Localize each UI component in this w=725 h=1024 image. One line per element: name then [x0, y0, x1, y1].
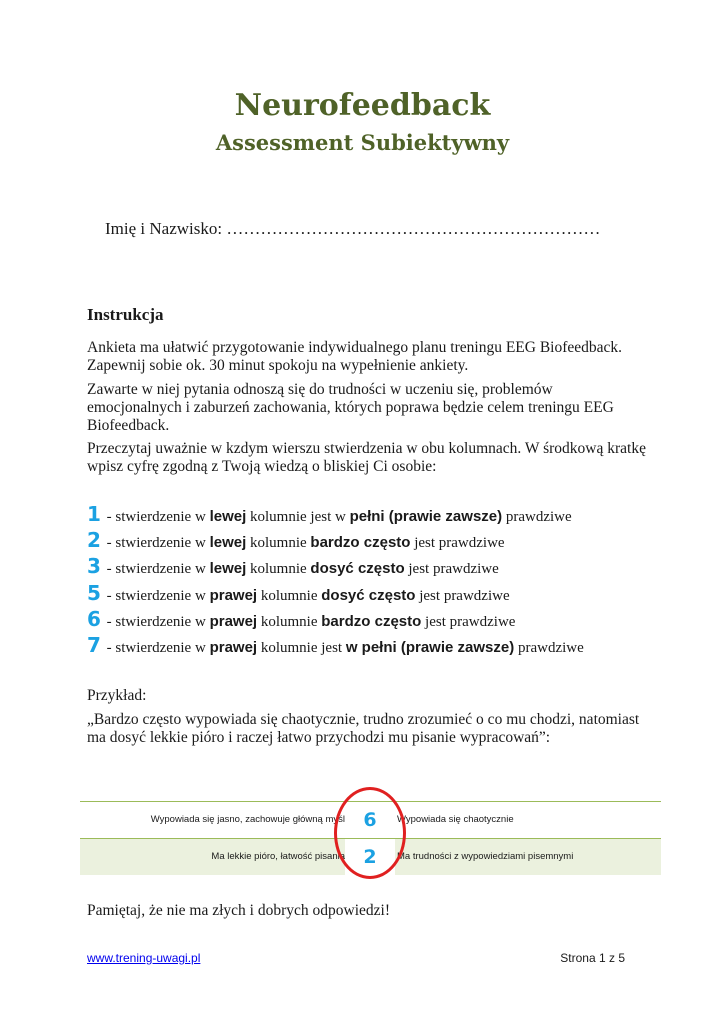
- right-statement: Ma trudności z wypowiedziami pisemnymi: [397, 851, 574, 862]
- scale-item: 7 - stwierdzenie w prawej kolumnie jest w pełni (prawie zawsze) prawdziwe: [87, 633, 584, 657]
- scale-item: 3 - stwierdzenie w lewej kolumnie dosyć często jest prawdziwe: [87, 554, 499, 578]
- page-number: Strona 1 z 5: [560, 951, 625, 965]
- scale-item: 5 - stwierdzenie w prawej kolumnie dosyć często jest prawdziwe: [87, 581, 510, 605]
- name-field-line: Imię i Nazwisko: …………………………………………………………: [105, 219, 601, 238]
- instructions-paragraph: Przeczytaj uważnie w kzdym wierszu stwierdzenia w obu kolumnach. W środkową kratkę wpisz cyfrę zgodną z Twoją wiedzą o bliskiej Ci osobie:: [87, 440, 646, 475]
- scale-number: 2: [87, 528, 101, 552]
- answer-box[interactable]: 2: [345, 839, 395, 875]
- footer-website-link[interactable]: www.trening-uwagi.pl: [87, 951, 201, 965]
- answer-box[interactable]: 6: [345, 802, 395, 838]
- scale-number: 5: [87, 581, 101, 605]
- example-label: Przykład:: [87, 687, 147, 704]
- scale-number: 3: [87, 554, 101, 578]
- scale-item: 6 - stwierdzenie w prawej kolumnie bardzo często jest prawdziwe: [87, 607, 516, 631]
- scale-number: 1: [87, 502, 101, 526]
- scale-item: 1 - stwierdzenie w lewej kolumnie jest w pełni (prawie zawsze) prawdziwe: [87, 502, 572, 526]
- highlight-circle: [334, 787, 406, 879]
- right-statement: Wypowiada się chaotycznie: [397, 814, 514, 825]
- document-title: Neurofeedback: [234, 88, 491, 123]
- scale-number: 6: [87, 607, 101, 631]
- instructions-paragraph: Ankieta ma ułatwić przygotowanie indywidualnego planu treningu EEG Biofeedback. Zapewnij sobie ok. 30 minut spokoju na wypełnienie ankiety.: [87, 339, 623, 374]
- scale-number: 7: [87, 633, 101, 657]
- closing-note: Pamiętaj, że nie ma złych i dobrych odpowiedzi!: [87, 902, 391, 919]
- instructions-paragraph: Zawarte w niej pytania odnoszą się do trudności w uczeniu się, problemów emocjonalnych i zaburzeń zachowania, których poprawa będzie celem treningu EEG Biofeedback.: [87, 381, 614, 434]
- left-statement: Ma lekkie pióro, łatwość pisania: [211, 851, 345, 862]
- instructions-heading: Instrukcja: [87, 305, 164, 324]
- scale-item: 2 - stwierdzenie w lewej kolumnie bardzo często jest prawdziwe: [87, 528, 505, 552]
- left-statement: Wypowiada się jasno, zachowuje główną myśl: [150, 814, 345, 825]
- document-subtitle: Assessment Subiektywny: [215, 130, 510, 155]
- example-quote: „Bardzo często wypowiada się chaotycznie, trudno zrozumieć o co mu chodzi, natomiast ma dosyć lekkie pióro i raczej łatwo przychodzi mu pisanie wypracowań”:: [87, 711, 640, 746]
